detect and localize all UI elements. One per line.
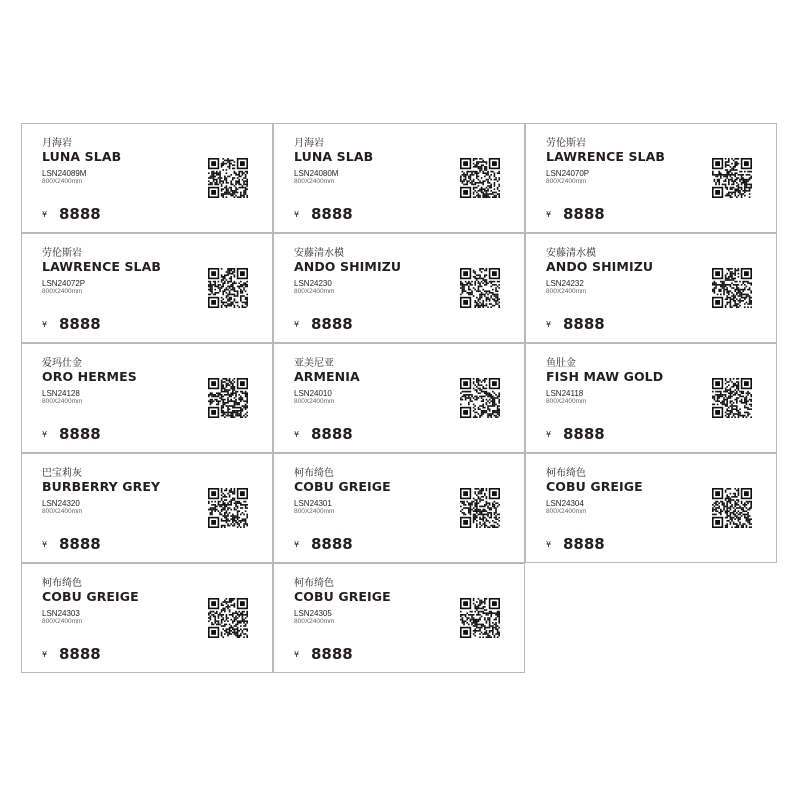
- currency-symbol: ¥: [42, 430, 48, 439]
- qr-code-icon: [460, 598, 500, 638]
- qr-code-icon: [208, 268, 248, 308]
- price-value: 8888: [563, 425, 605, 443]
- qr-code-icon: [712, 268, 752, 308]
- product-name-cn: 柯布绮色: [294, 468, 334, 479]
- product-size: 800X2400mm: [546, 398, 587, 405]
- product-code: LSN24301: [294, 499, 332, 508]
- currency-symbol: ¥: [42, 320, 48, 329]
- price-value: 8888: [311, 535, 353, 553]
- price-value: 8888: [59, 645, 101, 663]
- product-code: LSN24304: [546, 499, 584, 508]
- product-code: LSN24230: [294, 279, 332, 288]
- product-code: LSN24320: [42, 499, 80, 508]
- product-name-cn: 柯布绮色: [42, 578, 82, 589]
- product-name-en: COBU GREIGE: [42, 589, 139, 604]
- price-tag-card: [273, 343, 525, 453]
- product-name-en: ARMENIA: [294, 369, 360, 384]
- product-code: LSN24128: [42, 389, 80, 398]
- qr-code-icon: [712, 378, 752, 418]
- product-size: 800X2400mm: [546, 288, 587, 295]
- qr-code-icon: [208, 158, 248, 198]
- qr-code-icon: [460, 488, 500, 528]
- price-tag-card: [273, 233, 525, 343]
- product-name-cn: 安藤清水模: [294, 248, 344, 259]
- product-code: LSN24118: [546, 389, 584, 398]
- product-name-en: LUNA SLAB: [294, 149, 374, 164]
- product-name-en: COBU GREIGE: [294, 479, 391, 494]
- price-tag-card: [21, 123, 273, 233]
- product-name-en: COBU GREIGE: [294, 589, 391, 604]
- product-name-cn: 亚美尼亚: [294, 358, 334, 369]
- product-name-cn: 劳伦斯岩: [42, 248, 82, 259]
- product-name-en: ORO HERMES: [42, 369, 137, 384]
- price-tag-card: [21, 343, 273, 453]
- product-name-en: ANDO SHIMIZU: [546, 259, 654, 274]
- currency-symbol: ¥: [42, 210, 48, 219]
- product-size: 800X2400mm: [42, 178, 83, 185]
- product-name-en: COBU GREIGE: [546, 479, 643, 494]
- price-value: 8888: [311, 205, 353, 223]
- product-name-cn: 月海岩: [42, 138, 72, 149]
- product-name-cn: 安藤清水模: [546, 248, 596, 259]
- product-code: LSN24070P: [546, 169, 590, 178]
- product-size: 800X2400mm: [42, 398, 83, 405]
- product-name-cn: 柯布绮色: [294, 578, 334, 589]
- currency-symbol: ¥: [294, 320, 300, 329]
- price-tag-card: [273, 563, 525, 673]
- product-size: 800X2400mm: [42, 508, 83, 515]
- product-name-cn: 柯布绮色: [546, 468, 586, 479]
- product-code: LSN24305: [294, 609, 332, 618]
- price-value: 8888: [311, 645, 353, 663]
- product-size: 800X2400mm: [42, 288, 83, 295]
- currency-symbol: ¥: [294, 650, 300, 659]
- price-tag-card: [273, 123, 525, 233]
- qr-code-icon: [460, 268, 500, 308]
- price-value: 8888: [563, 205, 605, 223]
- product-name-cn: 巴宝莉灰: [42, 468, 82, 479]
- product-code: LSN24010: [294, 389, 332, 398]
- price-tag-card: [525, 343, 777, 453]
- currency-symbol: ¥: [546, 210, 552, 219]
- product-code: LSN24072P: [42, 279, 86, 288]
- product-name-cn: 劳伦斯岩: [546, 138, 586, 149]
- currency-symbol: ¥: [546, 430, 552, 439]
- product-size: 800X2400mm: [294, 288, 335, 295]
- qr-code-icon: [208, 488, 248, 528]
- product-name-cn: 爱玛仕金: [42, 358, 82, 369]
- price-value: 8888: [59, 425, 101, 443]
- product-size: 800X2400mm: [294, 508, 335, 515]
- price-value: 8888: [563, 315, 605, 333]
- qr-code-icon: [208, 378, 248, 418]
- price-tag-card: [273, 453, 525, 563]
- currency-symbol: ¥: [294, 540, 300, 549]
- product-size: 800X2400mm: [294, 618, 335, 625]
- price-value: 8888: [59, 205, 101, 223]
- qr-code-icon: [460, 158, 500, 198]
- product-name-en: LUNA SLAB: [42, 149, 122, 164]
- product-name-en: LAWRENCE SLAB: [546, 149, 666, 164]
- currency-symbol: ¥: [294, 430, 300, 439]
- product-name-en: ANDO SHIMIZU: [294, 259, 402, 274]
- product-name-en: BURBERRY GREY: [42, 479, 161, 494]
- product-size: 800X2400mm: [42, 618, 83, 625]
- product-code: LSN24303: [42, 609, 80, 618]
- product-name-cn: 鱼肚金: [546, 358, 576, 369]
- currency-symbol: ¥: [42, 650, 48, 659]
- currency-symbol: ¥: [546, 320, 552, 329]
- product-name-cn: 月海岩: [294, 138, 324, 149]
- price-tag-card: [21, 453, 273, 563]
- product-code: LSN24080M: [294, 169, 339, 178]
- currency-symbol: ¥: [294, 210, 300, 219]
- price-tag-card: [525, 453, 777, 563]
- price-value: 8888: [59, 535, 101, 553]
- price-tag-card: [21, 233, 273, 343]
- product-size: 800X2400mm: [546, 508, 587, 515]
- price-value: 8888: [311, 425, 353, 443]
- qr-code-icon: [712, 158, 752, 198]
- price-value: 8888: [563, 535, 605, 553]
- product-name-en: LAWRENCE SLAB: [42, 259, 162, 274]
- price-tag-card: [21, 563, 273, 673]
- price-value: 8888: [311, 315, 353, 333]
- currency-symbol: ¥: [546, 540, 552, 549]
- product-code: LSN24089M: [42, 169, 87, 178]
- qr-code-icon: [460, 378, 500, 418]
- price-tag-card: [525, 123, 777, 233]
- price-tag-card: [525, 233, 777, 343]
- product-size: 800X2400mm: [546, 178, 587, 185]
- product-size: 800X2400mm: [294, 178, 335, 185]
- qr-code-icon: [712, 488, 752, 528]
- price-value: 8888: [59, 315, 101, 333]
- product-size: 800X2400mm: [294, 398, 335, 405]
- product-name-en: FISH MAW GOLD: [546, 369, 664, 384]
- product-code: LSN24232: [546, 279, 584, 288]
- qr-code-icon: [208, 598, 248, 638]
- currency-symbol: ¥: [42, 540, 48, 549]
